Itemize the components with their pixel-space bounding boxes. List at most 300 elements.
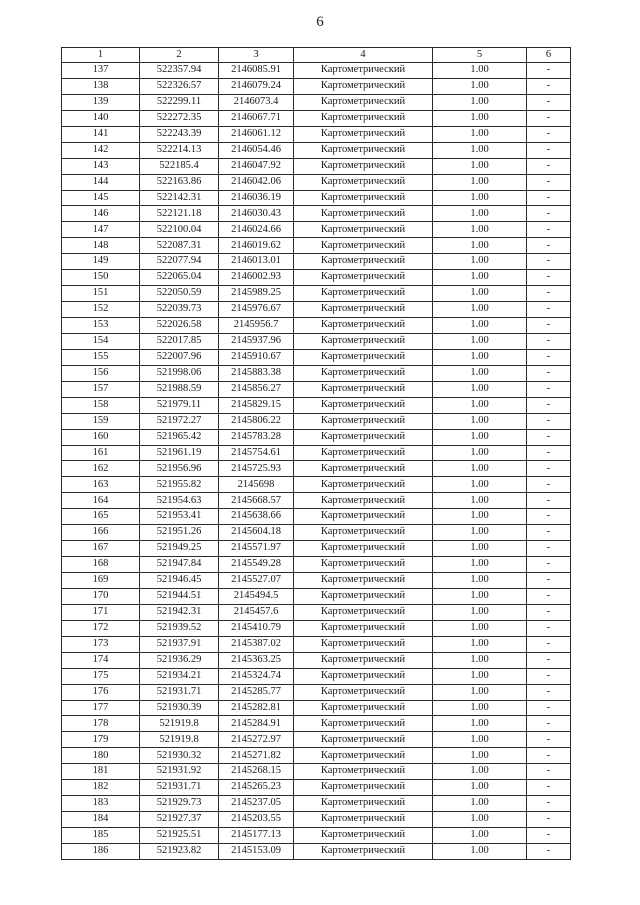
table-row (62, 652, 571, 668)
note-cell: - (527, 828, 571, 844)
table-row (62, 764, 571, 780)
x-coordinate-cell: 522039.73 (140, 302, 219, 318)
point-number-cell: 143 (62, 158, 140, 174)
table-row (62, 333, 571, 349)
point-number-cell: 171 (62, 604, 140, 620)
method-cell: Картометрический (294, 732, 433, 748)
x-coordinate-cell: 522026.58 (140, 318, 219, 334)
method-cell: Картометрический (294, 620, 433, 636)
point-number-cell: 155 (62, 349, 140, 365)
method-cell: Картометрический (294, 126, 433, 142)
point-number-cell: 140 (62, 110, 140, 126)
accuracy-cell: 1.00 (433, 732, 527, 748)
accuracy-cell: 1.00 (433, 573, 527, 589)
y-coordinate-cell: 2145829.15 (219, 397, 294, 413)
x-coordinate-cell: 522077.94 (140, 254, 219, 270)
x-coordinate-cell: 521931.71 (140, 780, 219, 796)
method-cell: Картометрический (294, 94, 433, 110)
table-row (62, 748, 571, 764)
accuracy-cell: 1.00 (433, 270, 527, 286)
note-cell: - (527, 254, 571, 270)
method-cell: Картометрический (294, 812, 433, 828)
table-row (62, 541, 571, 557)
x-coordinate-cell: 522214.13 (140, 142, 219, 158)
method-cell: Картометрический (294, 557, 433, 573)
table-row (62, 190, 571, 206)
method-cell: Картометрический (294, 270, 433, 286)
table-row (62, 732, 571, 748)
point-number-cell: 167 (62, 541, 140, 557)
y-coordinate-cell: 2145457.6 (219, 604, 294, 620)
method-cell: Картометрический (294, 588, 433, 604)
method-cell: Картометрический (294, 333, 433, 349)
note-cell: - (527, 126, 571, 142)
x-coordinate-cell: 521919.8 (140, 716, 219, 732)
note-cell: - (527, 636, 571, 652)
note-cell: - (527, 780, 571, 796)
point-number-cell: 158 (62, 397, 140, 413)
accuracy-cell: 1.00 (433, 812, 527, 828)
note-cell: - (527, 748, 571, 764)
x-coordinate-cell: 521927.37 (140, 812, 219, 828)
accuracy-cell: 1.00 (433, 286, 527, 302)
note-cell: - (527, 94, 571, 110)
method-cell: Картометрический (294, 796, 433, 812)
x-coordinate-cell: 522100.04 (140, 222, 219, 238)
y-coordinate-cell: 2146067.71 (219, 110, 294, 126)
accuracy-cell: 1.00 (433, 780, 527, 796)
accuracy-cell: 1.00 (433, 142, 527, 158)
method-cell: Картометрический (294, 636, 433, 652)
note-cell: - (527, 445, 571, 461)
method-cell: Картометрический (294, 63, 433, 79)
table-row (62, 716, 571, 732)
y-coordinate-cell: 2146085.91 (219, 63, 294, 79)
x-coordinate-cell: 521942.31 (140, 604, 219, 620)
note-cell: - (527, 525, 571, 541)
x-coordinate-cell: 521954.63 (140, 493, 219, 509)
point-number-cell: 161 (62, 445, 140, 461)
method-cell: Картометрический (294, 78, 433, 94)
method-cell: Картометрический (294, 525, 433, 541)
x-coordinate-cell: 521931.71 (140, 684, 219, 700)
x-coordinate-cell: 521936.29 (140, 652, 219, 668)
x-coordinate-cell: 522065.04 (140, 270, 219, 286)
table-row (62, 812, 571, 828)
table-row (62, 509, 571, 525)
y-coordinate-cell: 2146036.19 (219, 190, 294, 206)
y-coordinate-cell: 2145237.05 (219, 796, 294, 812)
table-row (62, 604, 571, 620)
accuracy-cell: 1.00 (433, 318, 527, 334)
table-row (62, 668, 571, 684)
accuracy-cell: 1.00 (433, 477, 527, 493)
y-coordinate-cell: 2146013.01 (219, 254, 294, 270)
x-coordinate-cell: 521956.96 (140, 461, 219, 477)
note-cell: - (527, 477, 571, 493)
note-cell: - (527, 716, 571, 732)
x-coordinate-cell: 522326.57 (140, 78, 219, 94)
note-cell: - (527, 732, 571, 748)
y-coordinate-cell: 2145324.74 (219, 668, 294, 684)
table-row (62, 381, 571, 397)
column-header: 4 (294, 48, 433, 63)
point-number-cell: 181 (62, 764, 140, 780)
note-cell: - (527, 318, 571, 334)
x-coordinate-cell: 522050.59 (140, 286, 219, 302)
accuracy-cell: 1.00 (433, 636, 527, 652)
method-cell: Картометрический (294, 716, 433, 732)
x-coordinate-cell: 522272.35 (140, 110, 219, 126)
y-coordinate-cell: 2145806.22 (219, 413, 294, 429)
table-row (62, 620, 571, 636)
point-number-cell: 172 (62, 620, 140, 636)
table-row (62, 684, 571, 700)
y-coordinate-cell: 2145638.66 (219, 509, 294, 525)
note-cell: - (527, 286, 571, 302)
x-coordinate-cell: 522142.31 (140, 190, 219, 206)
x-coordinate-cell: 522357.94 (140, 63, 219, 79)
method-cell: Картометрический (294, 142, 433, 158)
method-cell: Картометрический (294, 461, 433, 477)
method-cell: Картометрический (294, 828, 433, 844)
column-header: 3 (219, 48, 294, 63)
x-coordinate-cell: 521998.06 (140, 365, 219, 381)
method-cell: Картометрический (294, 445, 433, 461)
accuracy-cell: 1.00 (433, 333, 527, 349)
point-number-cell: 156 (62, 365, 140, 381)
accuracy-cell: 1.00 (433, 843, 527, 859)
accuracy-cell: 1.00 (433, 684, 527, 700)
note-cell: - (527, 333, 571, 349)
x-coordinate-cell: 521929.73 (140, 796, 219, 812)
table-row (62, 206, 571, 222)
table-row (62, 843, 571, 859)
point-number-cell: 169 (62, 573, 140, 589)
coordinates-table (61, 47, 571, 860)
x-coordinate-cell: 521949.25 (140, 541, 219, 557)
note-cell: - (527, 541, 571, 557)
method-cell: Картометрический (294, 541, 433, 557)
method-cell: Картометрический (294, 174, 433, 190)
accuracy-cell: 1.00 (433, 94, 527, 110)
x-coordinate-cell: 521951.26 (140, 525, 219, 541)
y-coordinate-cell: 2145956.7 (219, 318, 294, 334)
table-row (62, 110, 571, 126)
note-cell: - (527, 158, 571, 174)
note-cell: - (527, 668, 571, 684)
point-number-cell: 151 (62, 286, 140, 302)
point-number-cell: 168 (62, 557, 140, 573)
x-coordinate-cell: 521955.82 (140, 477, 219, 493)
point-number-cell: 177 (62, 700, 140, 716)
note-cell: - (527, 461, 571, 477)
table-header-row (62, 48, 571, 63)
table-row (62, 413, 571, 429)
table-row (62, 302, 571, 318)
note-cell: - (527, 684, 571, 700)
x-coordinate-cell: 521925.51 (140, 828, 219, 844)
method-cell: Картометрический (294, 110, 433, 126)
accuracy-cell: 1.00 (433, 158, 527, 174)
method-cell: Картометрический (294, 381, 433, 397)
note-cell: - (527, 349, 571, 365)
point-number-cell: 178 (62, 716, 140, 732)
point-number-cell: 153 (62, 318, 140, 334)
note-cell: - (527, 206, 571, 222)
point-number-cell: 174 (62, 652, 140, 668)
note-cell: - (527, 573, 571, 589)
table-row (62, 94, 571, 110)
note-cell: - (527, 588, 571, 604)
accuracy-cell: 1.00 (433, 764, 527, 780)
point-number-cell: 162 (62, 461, 140, 477)
method-cell: Картометрический (294, 190, 433, 206)
accuracy-cell: 1.00 (433, 748, 527, 764)
accuracy-cell: 1.00 (433, 493, 527, 509)
x-coordinate-cell: 522087.31 (140, 238, 219, 254)
note-cell: - (527, 764, 571, 780)
y-coordinate-cell: 2145725.93 (219, 461, 294, 477)
note-cell: - (527, 142, 571, 158)
x-coordinate-cell: 522299.11 (140, 94, 219, 110)
table-row (62, 493, 571, 509)
x-coordinate-cell: 522163.86 (140, 174, 219, 190)
accuracy-cell: 1.00 (433, 238, 527, 254)
method-cell: Картометрический (294, 573, 433, 589)
point-number-cell: 175 (62, 668, 140, 684)
point-number-cell: 157 (62, 381, 140, 397)
point-number-cell: 145 (62, 190, 140, 206)
method-cell: Картометрический (294, 222, 433, 238)
table-row (62, 636, 571, 652)
table-row (62, 158, 571, 174)
point-number-cell: 144 (62, 174, 140, 190)
x-coordinate-cell: 521923.82 (140, 843, 219, 859)
point-number-cell: 150 (62, 270, 140, 286)
point-number-cell: 163 (62, 477, 140, 493)
point-number-cell: 166 (62, 525, 140, 541)
x-coordinate-cell: 522007.96 (140, 349, 219, 365)
note-cell: - (527, 604, 571, 620)
table-row (62, 318, 571, 334)
table-row (62, 238, 571, 254)
point-number-cell: 186 (62, 843, 140, 859)
x-coordinate-cell: 521931.92 (140, 764, 219, 780)
accuracy-cell: 1.00 (433, 604, 527, 620)
accuracy-cell: 1.00 (433, 461, 527, 477)
note-cell: - (527, 174, 571, 190)
accuracy-cell: 1.00 (433, 413, 527, 429)
y-coordinate-cell: 2145282.81 (219, 700, 294, 716)
method-cell: Картометрический (294, 668, 433, 684)
note-cell: - (527, 812, 571, 828)
table-row (62, 142, 571, 158)
method-cell: Картометрический (294, 238, 433, 254)
method-cell: Картометрический (294, 397, 433, 413)
y-coordinate-cell: 2146073.4 (219, 94, 294, 110)
table-row (62, 700, 571, 716)
method-cell: Картометрический (294, 652, 433, 668)
y-coordinate-cell: 2145265.23 (219, 780, 294, 796)
table-row (62, 63, 571, 79)
point-number-cell: 142 (62, 142, 140, 158)
table-row (62, 573, 571, 589)
accuracy-cell: 1.00 (433, 796, 527, 812)
accuracy-cell: 1.00 (433, 525, 527, 541)
y-coordinate-cell: 2145271.82 (219, 748, 294, 764)
y-coordinate-cell: 2145783.28 (219, 429, 294, 445)
y-coordinate-cell: 2145976.67 (219, 302, 294, 318)
method-cell: Картометрический (294, 349, 433, 365)
method-cell: Картометрический (294, 843, 433, 859)
accuracy-cell: 1.00 (433, 557, 527, 573)
table-row (62, 445, 571, 461)
point-number-cell: 154 (62, 333, 140, 349)
accuracy-cell: 1.00 (433, 206, 527, 222)
point-number-cell: 176 (62, 684, 140, 700)
note-cell: - (527, 190, 571, 206)
note-cell: - (527, 365, 571, 381)
table-row (62, 429, 571, 445)
x-coordinate-cell: 521944.51 (140, 588, 219, 604)
y-coordinate-cell: 2145272.97 (219, 732, 294, 748)
y-coordinate-cell: 2146024.66 (219, 222, 294, 238)
method-cell: Картометрический (294, 748, 433, 764)
accuracy-cell: 1.00 (433, 588, 527, 604)
table-row (62, 126, 571, 142)
note-cell: - (527, 429, 571, 445)
page-number: 6 (316, 14, 324, 30)
table-row (62, 780, 571, 796)
table-row (62, 796, 571, 812)
table-row (62, 525, 571, 541)
x-coordinate-cell: 521972.27 (140, 413, 219, 429)
note-cell: - (527, 270, 571, 286)
accuracy-cell: 1.00 (433, 126, 527, 142)
table-row (62, 588, 571, 604)
accuracy-cell: 1.00 (433, 110, 527, 126)
accuracy-cell: 1.00 (433, 620, 527, 636)
y-coordinate-cell: 2146030.43 (219, 206, 294, 222)
note-cell: - (527, 110, 571, 126)
point-number-cell: 173 (62, 636, 140, 652)
x-coordinate-cell: 521946.45 (140, 573, 219, 589)
x-coordinate-cell: 522185.4 (140, 158, 219, 174)
y-coordinate-cell: 2145153.09 (219, 843, 294, 859)
method-cell: Картометрический (294, 302, 433, 318)
y-coordinate-cell: 2145203.55 (219, 812, 294, 828)
y-coordinate-cell: 2145549.28 (219, 557, 294, 573)
point-number-cell: 146 (62, 206, 140, 222)
point-number-cell: 148 (62, 238, 140, 254)
note-cell: - (527, 620, 571, 636)
accuracy-cell: 1.00 (433, 700, 527, 716)
y-coordinate-cell: 2145284.91 (219, 716, 294, 732)
note-cell: - (527, 700, 571, 716)
y-coordinate-cell: 2145527.07 (219, 573, 294, 589)
accuracy-cell: 1.00 (433, 190, 527, 206)
column-header: 2 (140, 48, 219, 63)
note-cell: - (527, 397, 571, 413)
x-coordinate-cell: 521930.32 (140, 748, 219, 764)
method-cell: Картометрический (294, 493, 433, 509)
method-cell: Картометрический (294, 764, 433, 780)
y-coordinate-cell: 2145604.18 (219, 525, 294, 541)
y-coordinate-cell: 2145268.15 (219, 764, 294, 780)
x-coordinate-cell: 521934.21 (140, 668, 219, 684)
table-row (62, 828, 571, 844)
y-coordinate-cell: 2146019.62 (219, 238, 294, 254)
method-cell: Картометрический (294, 700, 433, 716)
column-header: 5 (433, 48, 527, 63)
method-cell: Картометрический (294, 365, 433, 381)
note-cell: - (527, 509, 571, 525)
accuracy-cell: 1.00 (433, 174, 527, 190)
accuracy-cell: 1.00 (433, 509, 527, 525)
note-cell: - (527, 843, 571, 859)
y-coordinate-cell: 2146002.93 (219, 270, 294, 286)
point-number-cell: 138 (62, 78, 140, 94)
y-coordinate-cell: 2146061.12 (219, 126, 294, 142)
table-row (62, 222, 571, 238)
x-coordinate-cell: 521939.52 (140, 620, 219, 636)
point-number-cell: 184 (62, 812, 140, 828)
method-cell: Картометрический (294, 477, 433, 493)
y-coordinate-cell: 2145989.25 (219, 286, 294, 302)
y-coordinate-cell: 2145285.77 (219, 684, 294, 700)
table-row (62, 365, 571, 381)
table-row (62, 254, 571, 270)
x-coordinate-cell: 521965.42 (140, 429, 219, 445)
accuracy-cell: 1.00 (433, 222, 527, 238)
x-coordinate-cell: 521979.11 (140, 397, 219, 413)
method-cell: Картометрический (294, 206, 433, 222)
table-row (62, 349, 571, 365)
method-cell: Картометрический (294, 286, 433, 302)
accuracy-cell: 1.00 (433, 397, 527, 413)
method-cell: Картометрический (294, 684, 433, 700)
method-cell: Картометрический (294, 318, 433, 334)
point-number-cell: 160 (62, 429, 140, 445)
point-number-cell: 170 (62, 588, 140, 604)
point-number-cell: 164 (62, 493, 140, 509)
point-number-cell: 180 (62, 748, 140, 764)
note-cell: - (527, 557, 571, 573)
y-coordinate-cell: 2145883.38 (219, 365, 294, 381)
method-cell: Картометрический (294, 158, 433, 174)
table-row (62, 477, 571, 493)
note-cell: - (527, 238, 571, 254)
note-cell: - (527, 302, 571, 318)
method-cell: Картометрический (294, 509, 433, 525)
x-coordinate-cell: 521930.39 (140, 700, 219, 716)
x-coordinate-cell: 521937.91 (140, 636, 219, 652)
method-cell: Картометрический (294, 780, 433, 796)
y-coordinate-cell: 2145410.79 (219, 620, 294, 636)
table-row (62, 557, 571, 573)
accuracy-cell: 1.00 (433, 668, 527, 684)
y-coordinate-cell: 2145387.02 (219, 636, 294, 652)
point-number-cell: 182 (62, 780, 140, 796)
y-coordinate-cell: 2146054.46 (219, 142, 294, 158)
x-coordinate-cell: 521988.59 (140, 381, 219, 397)
table-row (62, 270, 571, 286)
note-cell: - (527, 652, 571, 668)
accuracy-cell: 1.00 (433, 365, 527, 381)
y-coordinate-cell: 2145910.67 (219, 349, 294, 365)
method-cell: Картометрический (294, 254, 433, 270)
